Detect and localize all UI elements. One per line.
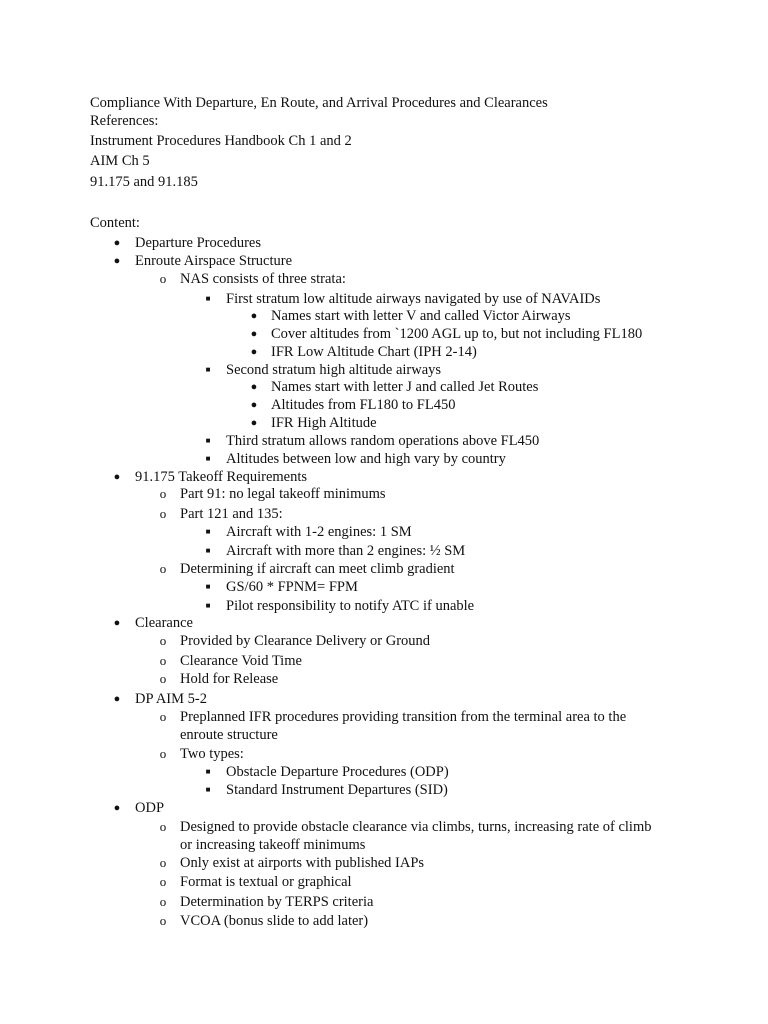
bullet-square-icon: ■ [205, 454, 211, 463]
bullet-circle-icon: o [159, 653, 167, 668]
bullet-square-icon: ■ [205, 785, 211, 794]
bullet-disc-icon: ● [250, 399, 258, 411]
list-item-level-4: Names start with letter V and called Victor Airways [271, 308, 571, 324]
bullet-square-icon: ■ [205, 546, 211, 555]
list-item-level-1: DP AIM 5-2 [135, 691, 207, 707]
list-item-level-3: First stratum low altitude airways navigated by use of NAVAIDs [226, 291, 601, 307]
list-item-level-2: Provided by Clearance Delivery or Ground [180, 633, 431, 649]
list-item-level-2: Preplanned IFR procedures providing transition from the terminal area to the [180, 709, 627, 725]
bullet-square-icon: ■ [205, 601, 211, 610]
bullet-disc-icon: ● [113, 237, 121, 249]
bullet-square-icon: ■ [205, 365, 211, 374]
list-item-level-1: Clearance [135, 615, 193, 631]
bullet-circle-icon: o [159, 709, 167, 724]
list-item-level-2: Determining if aircraft can meet climb gradient [180, 561, 455, 577]
bullet-disc-icon: ● [113, 693, 121, 705]
bullet-square-icon: ■ [205, 582, 211, 591]
list-item-level-1: Departure Procedures [135, 235, 262, 251]
list-item-level-1: ODP [135, 800, 165, 816]
bullet-circle-icon: o [159, 506, 167, 521]
reference-item: 91.175 and 91.185 [90, 174, 198, 190]
list-item-level-1: Enroute Airspace Structure [135, 253, 293, 269]
list-item-level-2: Designed to provide obstacle clearance via climbs, turns, increasing rate of climb [180, 819, 652, 835]
list-item-level-2: Hold for Release [180, 671, 279, 687]
bullet-disc-icon: ● [113, 255, 121, 267]
list-item-level-2: Part 91: no legal takeoff minimums [180, 486, 386, 502]
bullet-disc-icon: ● [113, 802, 121, 814]
reference-item: Instrument Procedures Handbook Ch 1 and 2 [90, 133, 352, 149]
bullet-disc-icon: ● [113, 617, 121, 629]
list-item-level-2: Part 121 and 135: [180, 506, 283, 522]
bullet-disc-icon: ● [250, 310, 258, 322]
bullet-circle-icon: o [159, 913, 167, 928]
list-item-level-4: Cover altitudes from `1200 AGL up to, but not including FL180 [271, 326, 643, 342]
list-item-level-3: Pilot responsibility to notify ATC if unable [226, 598, 475, 614]
bullet-square-icon: ■ [205, 294, 211, 303]
list-item-level-2: Only exist at airports with published IAPs [180, 855, 425, 871]
bullet-circle-icon: o [159, 486, 167, 501]
bullet-circle-icon: o [159, 746, 167, 761]
bullet-circle-icon: o [159, 819, 167, 834]
list-item-level-3: Aircraft with more than 2 engines: ½ SM [226, 543, 466, 559]
bullet-circle-icon: o [159, 671, 167, 686]
list-item-level-4: IFR Low Altitude Chart (IPH 2-14) [271, 344, 477, 360]
references-label: References: [90, 113, 159, 129]
bullet-circle-icon: o [159, 874, 167, 889]
bullet-disc-icon: ● [250, 328, 258, 340]
reference-item: AIM Ch 5 [90, 153, 150, 169]
list-item-continuation: or increasing takeoff minimums [180, 837, 366, 853]
list-item-level-3: Obstacle Departure Procedures (ODP) [226, 764, 449, 780]
list-item-level-3: GS/60 * FPNM= FPM [226, 579, 358, 595]
list-item-level-2: Determination by TERPS criteria [180, 894, 374, 910]
document-title: Compliance With Departure, En Route, and Arrival Procedures and Clearances [90, 95, 548, 111]
bullet-disc-icon: ● [113, 471, 121, 483]
list-item-level-3: Second stratum high altitude airways [226, 362, 442, 378]
bullet-disc-icon: ● [250, 381, 258, 393]
list-item-level-2: Clearance Void Time [180, 653, 302, 669]
list-item-level-4: Altitudes from FL180 to FL450 [271, 397, 456, 413]
list-item-level-3: Standard Instrument Departures (SID) [226, 782, 448, 798]
list-item-level-1: 91.175 Takeoff Requirements [135, 469, 308, 485]
list-item-level-3: Altitudes between low and high vary by country [226, 451, 506, 467]
list-item-level-3: Third stratum allows random operations above FL450 [226, 433, 540, 449]
bullet-circle-icon: o [159, 894, 167, 909]
list-item-level-2: Two types: [180, 746, 244, 762]
bullet-circle-icon: o [159, 561, 167, 576]
list-item-level-2: VCOA (bonus slide to add later) [180, 913, 369, 929]
bullet-square-icon: ■ [205, 527, 211, 536]
list-item-level-4: Names start with letter J and called Jet Routes [271, 379, 539, 395]
list-item-continuation: enroute structure [180, 727, 278, 743]
bullet-square-icon: ■ [205, 767, 211, 776]
bullet-circle-icon: o [159, 633, 167, 648]
bullet-square-icon: ■ [205, 436, 211, 445]
list-item-level-3: Aircraft with 1-2 engines: 1 SM [226, 524, 412, 540]
bullet-circle-icon: o [159, 271, 167, 286]
list-item-level-2: NAS consists of three strata: [180, 271, 346, 287]
bullet-circle-icon: o [159, 855, 167, 870]
bullet-disc-icon: ● [250, 417, 258, 429]
content-label: Content: [90, 215, 140, 231]
list-item-level-4: IFR High Altitude [271, 415, 377, 431]
list-item-level-2: Format is textual or graphical [180, 874, 352, 890]
bullet-disc-icon: ● [250, 346, 258, 358]
